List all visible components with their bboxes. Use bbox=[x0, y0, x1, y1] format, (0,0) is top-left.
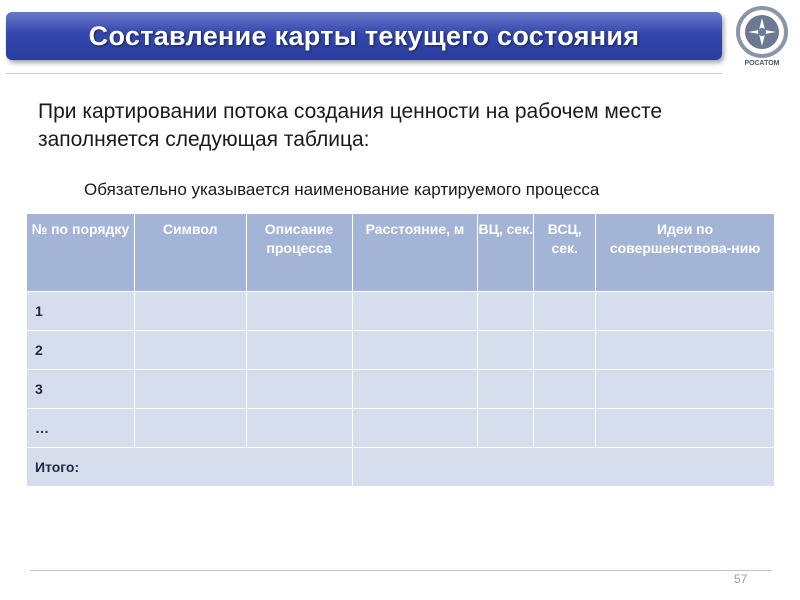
table-cell bbox=[596, 331, 775, 370]
table-cell bbox=[134, 292, 246, 331]
table-cell bbox=[246, 331, 352, 370]
table-cell bbox=[596, 292, 775, 331]
table-cell bbox=[534, 331, 596, 370]
table-cell bbox=[352, 292, 478, 331]
table-cell bbox=[478, 331, 534, 370]
table-cell bbox=[478, 292, 534, 331]
table-cell bbox=[352, 370, 478, 409]
header-divider bbox=[6, 73, 722, 74]
row-number-cell: 3 bbox=[27, 370, 135, 409]
table-cell bbox=[134, 331, 246, 370]
table-cell bbox=[352, 331, 478, 370]
table-row bbox=[27, 370, 775, 409]
note-text: Обязательно указывается наименование картируемого процесса bbox=[84, 180, 600, 199]
table-cell bbox=[596, 370, 775, 409]
table-cell bbox=[478, 370, 534, 409]
table-cell bbox=[478, 409, 534, 448]
table-cell bbox=[534, 370, 596, 409]
header-cell: Символ bbox=[134, 214, 246, 292]
table-row bbox=[27, 331, 775, 370]
table-cell bbox=[246, 292, 352, 331]
table-cell bbox=[352, 409, 478, 448]
table-cell bbox=[134, 409, 246, 448]
table-cell bbox=[246, 370, 352, 409]
header-cell: Описание процесса bbox=[246, 214, 352, 292]
vsm-table bbox=[26, 213, 775, 487]
table-row bbox=[27, 409, 775, 448]
page-number: 57 bbox=[734, 572, 748, 586]
header-cell: Расстояние, м bbox=[352, 214, 478, 292]
header-cell: ВСЦ, сек. bbox=[534, 214, 596, 292]
table-row bbox=[27, 292, 775, 331]
table-cell bbox=[134, 370, 246, 409]
table-cell bbox=[246, 409, 352, 448]
logo-text: РОСАТОМ bbox=[744, 60, 780, 67]
intro-text: При картировании потока создания ценности на рабочем месте заполняется следующая таблица: bbox=[38, 100, 663, 151]
total-label-cell: Итого: bbox=[27, 448, 353, 487]
row-number-cell: 2 bbox=[27, 331, 135, 370]
table-cell bbox=[352, 448, 775, 487]
header-cell: ВЦ, сек. bbox=[478, 214, 534, 292]
table-cell bbox=[534, 409, 596, 448]
table-cell bbox=[534, 292, 596, 331]
header-cell: Идеи по совершенствова-нию bbox=[596, 214, 775, 292]
table-cell bbox=[596, 409, 775, 448]
row-number-cell: 1 bbox=[27, 292, 135, 331]
header-cell: № по порядку bbox=[27, 214, 135, 292]
slide-title: Составление карты текущего состояния bbox=[88, 21, 640, 51]
footer-divider bbox=[30, 570, 772, 571]
table-total-row bbox=[27, 448, 775, 487]
row-number-cell: … bbox=[27, 409, 135, 448]
table-header-row bbox=[27, 214, 775, 292]
title-bar bbox=[6, 12, 722, 60]
